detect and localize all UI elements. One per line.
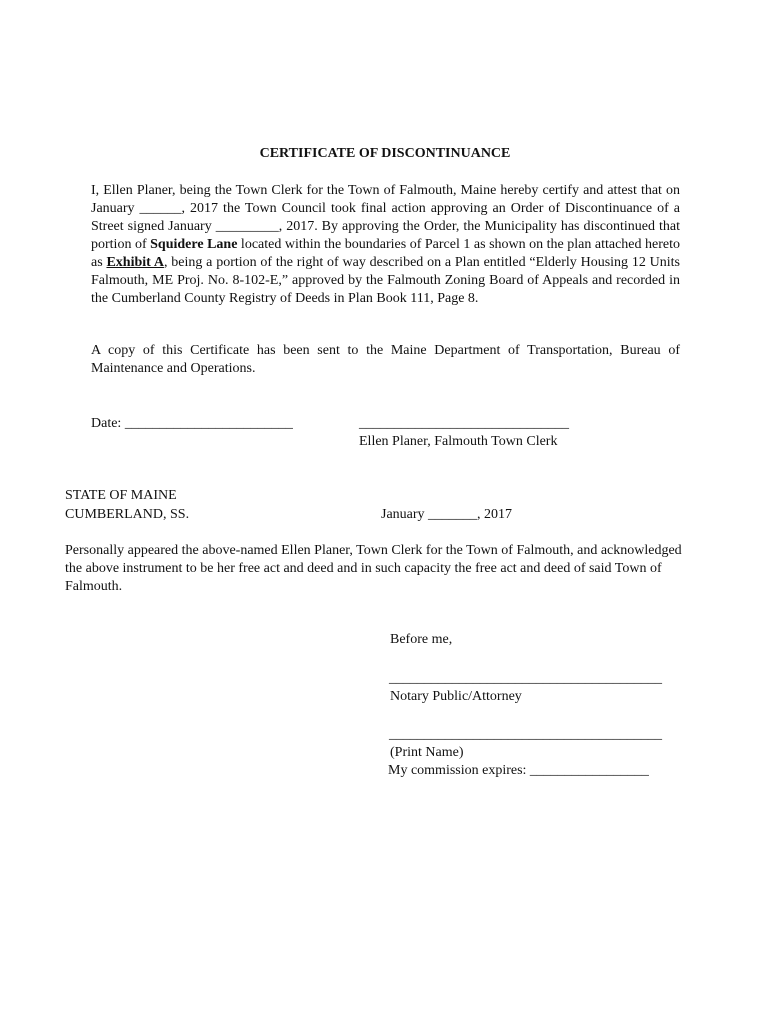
- street-name: Squidere Lane: [150, 237, 238, 252]
- print-name-line: _______________________________________: [389, 727, 662, 742]
- certification-paragraph: [91, 182, 680, 308]
- acknowledgment-paragraph: Personally appeared the above-named Ellen Planer, Town Clerk for the Town of Falmouth, and acknowledged the above instrument to be her free act and deed and in such capacity the free act and deed of said Town of Falmouth.: [65, 543, 682, 594]
- commission-expires-field: My commission expires: _________________: [388, 763, 649, 778]
- clerk-signature-name: Ellen Planer, Falmouth Town Clerk: [359, 434, 558, 449]
- notary-label: Notary Public/Attorney: [390, 689, 522, 704]
- date-field: Date: ________________________: [91, 416, 293, 431]
- before-me-label: Before me,: [390, 632, 453, 647]
- copy-notice-paragraph: A copy of this Certificate has been sent to the Maine Department of Transportation, Bureau of Maintenance and Operations.: [91, 343, 680, 376]
- certification-text-part3: , being a portion of the right of way described on a Plan entitled “Elderly Housing 12 Units Falmouth, ME Proj. No. 8-102-E,” approved by the Falmouth Zoning Board of Appeals and recorded in the Cumberland County Registry of Deeds in Plan Book 111, Page 8.: [91, 255, 680, 306]
- state-label: STATE OF MAINE: [65, 488, 177, 503]
- notary-signature-line: _______________________________________: [389, 671, 662, 686]
- notary-date-field: January _______, 2017: [381, 507, 513, 522]
- certification-text-part2: located within the boundaries of Parcel 1 as shown on the plan attached hereto as: [91, 237, 681, 270]
- exhibit-reference: Exhibit A: [106, 255, 164, 270]
- clerk-signature-line: ______________________________: [359, 416, 569, 431]
- certification-text-part1: I, Ellen Planer, being the Town Clerk for the Town of Falmouth, Maine hereby certify and attest that on January ______, 2017 the Town Council took final action approving an Order of Discontinuance of a Street signed January _________, 2017. By approving the Order, the Municipality has discontinued that portion of: [91, 183, 680, 252]
- document-title: CERTIFICATE OF DISCONTINUANCE: [259, 146, 511, 161]
- county-label: CUMBERLAND, SS.: [65, 507, 190, 522]
- print-name-label: (Print Name): [390, 745, 464, 760]
